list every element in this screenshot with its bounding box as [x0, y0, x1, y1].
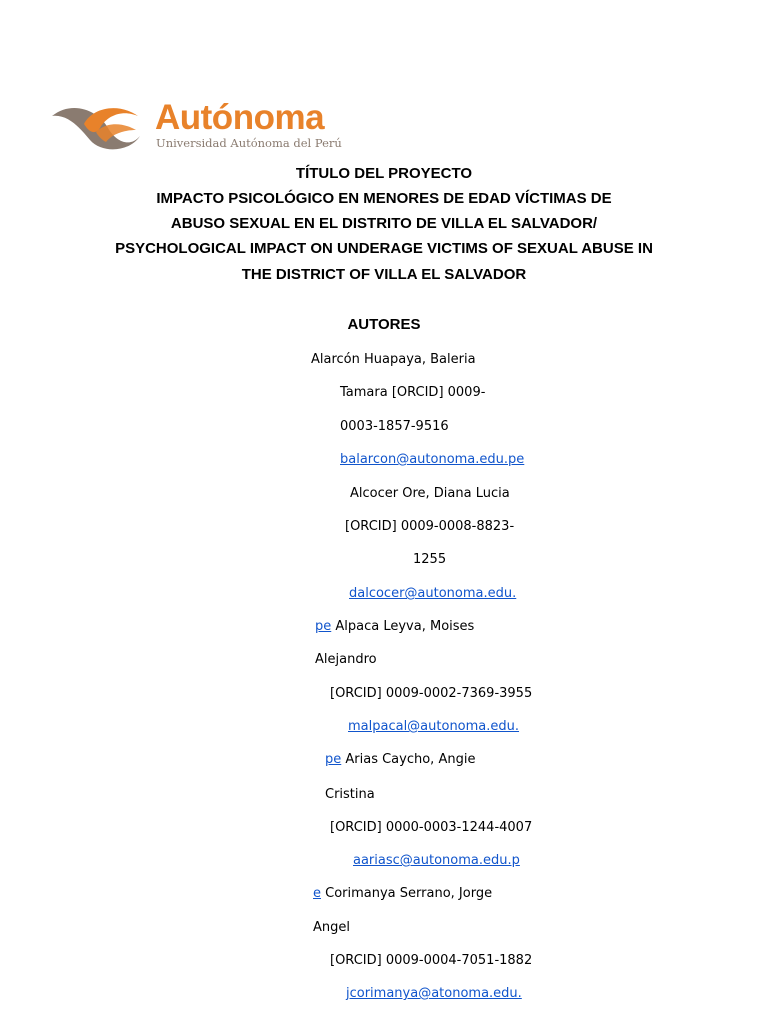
author-line — [325, 752, 475, 768]
author-email-link[interactable]: jcorimanya@atonoma.edu. — [346, 986, 522, 1001]
project-title-line: PSYCHOLOGICAL IMPACT ON UNDERAGE VICTIMS OF SEXUAL ABUSE IN — [115, 240, 653, 257]
author-email-line — [340, 452, 524, 468]
author-line: 1255 — [413, 552, 447, 567]
authors-heading: AUTORES — [347, 316, 421, 333]
author-line: Alarcón Huapaya, Baleria — [311, 352, 476, 367]
author-email-line — [348, 719, 519, 735]
author-email-line — [346, 986, 522, 1002]
author-name-text: Corimanya Serrano, Jorge — [321, 886, 493, 901]
author-email-link[interactable]: malpacal@autonoma.edu. — [348, 719, 520, 734]
author-line: [ORCID] 0009-0002-7369-3955 — [330, 686, 533, 701]
project-title-line: THE DISTRICT OF VILLA EL SALVADOR — [241, 266, 527, 283]
author-line — [313, 886, 492, 902]
author-email-link[interactable]: aariasc@autonoma.edu.p — [353, 853, 520, 868]
project-title-label: TÍTULO DEL PROYECTO — [295, 165, 473, 182]
author-line — [315, 619, 474, 635]
author-line: [ORCID] 0009-0008-8823- — [345, 519, 515, 534]
swoosh-emblem-icon — [50, 102, 142, 152]
author-email-link[interactable]: pe — [325, 752, 342, 767]
author-line: Angel — [313, 920, 350, 935]
author-email-link[interactable]: pe — [315, 619, 332, 634]
project-title-line: ABUSO SEXUAL EN EL DISTRITO DE VILLA EL SALVADOR/ — [170, 215, 598, 232]
author-email-line — [353, 853, 520, 869]
author-email-line — [349, 586, 516, 602]
logo-wordmark: Autónoma — [155, 98, 325, 137]
author-name-text: Arias Caycho, Angie — [341, 752, 476, 767]
author-line: 0003-1857-9516 — [340, 419, 449, 434]
author-line: [ORCID] 0009-0004-7051-1882 — [330, 953, 533, 968]
logo-subtitle: Universidad Autónoma del Perú — [156, 136, 342, 150]
author-line: Tamara [ORCID] 0009- — [340, 385, 486, 400]
university-logo — [50, 100, 360, 156]
author-email-link[interactable]: e — [313, 886, 321, 901]
project-title-line: IMPACTO PSICOLÓGICO EN MENORES DE EDAD VÍCTIMAS DE — [156, 190, 612, 207]
author-name-text: Alpaca Leyva, Moises — [331, 619, 475, 634]
author-line: Cristina — [325, 787, 375, 802]
author-line: [ORCID] 0000-0003-1244-4007 — [330, 820, 533, 835]
author-line: Alcocer Ore, Diana Lucia — [350, 486, 510, 501]
author-email-link[interactable]: balarcon@autonoma.edu.pe — [340, 452, 525, 467]
author-email-link[interactable]: dalcocer@autonoma.edu. — [349, 586, 517, 601]
author-line: Alejandro — [315, 652, 377, 667]
